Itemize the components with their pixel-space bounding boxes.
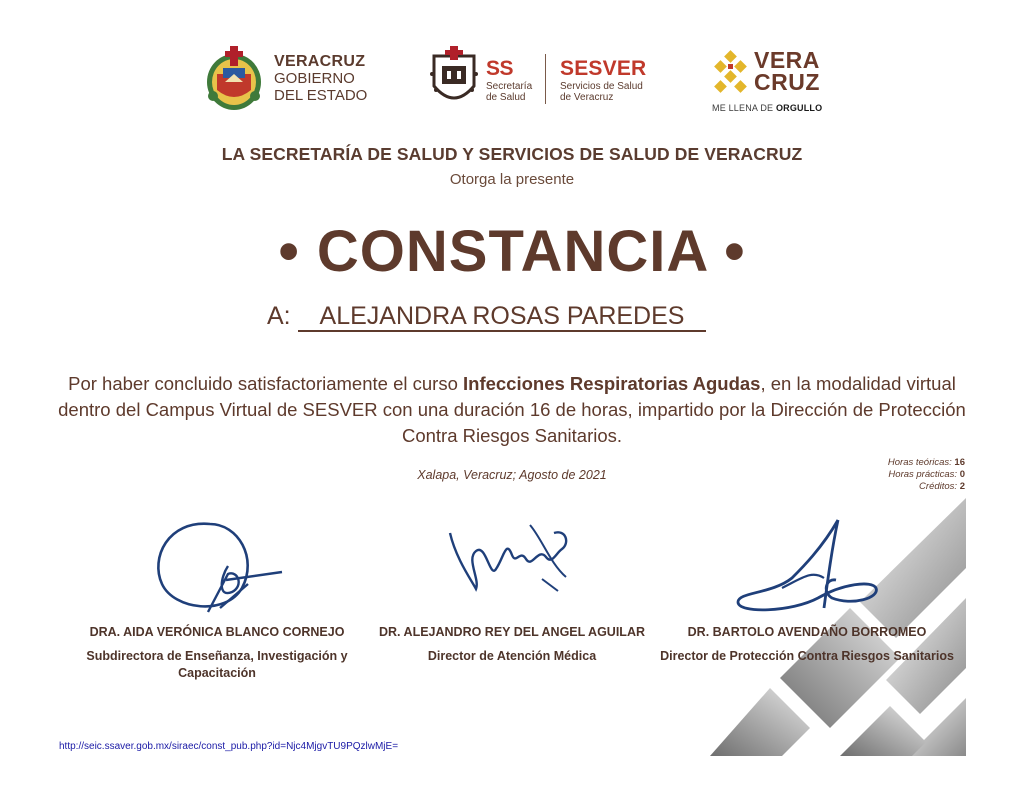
signature-3-scribble-icon [732,518,882,622]
veracruz-mosaic-icon [712,52,750,92]
signature-2-scribble-icon [446,519,576,595]
veracruz-tagline [712,103,822,113]
hours-practice [888,469,965,481]
hours-theory [888,457,965,469]
signatory-2-name: DR. ALEJANDRO REY DEL ANGEL AGUILAR [379,625,645,639]
gobierno-line2: GOBIERNO [274,70,355,87]
credits [888,481,965,493]
certificate-body [40,371,984,449]
sesver-name [560,81,643,103]
ss-abbr: SS [486,57,514,80]
tagline-prefix: ME LLENA DE [712,103,776,113]
body-text-after: , en la modalidad virtual dentro del Campus Virtual de SESVER con una duración 16 de horas, impartido por la Dirección de Protección Contra Riesgos Sanitarios. [58,373,966,446]
body-text-before: Por haber concluido satisfactoriamente el curso [68,373,463,394]
verification-link[interactable]: http://seic.ssaver.gob.mx/siraec/const_pub.php?id=Njc4MjgvTU9PQzlwMjE= [59,741,399,752]
ss-line2: de Salud [486,92,526,103]
veracruz-brand-text [754,49,820,93]
credits-value: 2 [959,481,965,492]
signatory-2-role: Director de Atención Médica [427,649,597,663]
certificate-title: • CONSTANCIA • [278,219,746,284]
gobierno-line1: VERACRUZ [274,53,366,70]
ss-name [486,81,532,103]
ss-shield-icon [428,46,480,108]
signature-1-scribble-icon [148,518,288,618]
certificate-subtitle: Otorga la presente [449,171,575,188]
logo-divider [545,54,546,104]
veracruz-brand-line2: CRUZ [754,69,820,95]
recipient-label: A: [267,302,291,330]
sesver-line1: Servicios de Salud [560,81,643,92]
veracruz-seal-icon [201,42,267,114]
hours-summary [888,457,965,493]
issuer-heading: LA SECRETARÍA DE SALUD Y SERVICIOS DE SALUD DE VERACRUZ [221,144,803,164]
sesver-line2: de Veracruz [560,92,614,103]
place-date: Xalapa, Veracruz; Agosto de 2021 [417,468,607,482]
veracruz-brand-line1: VERA [754,47,820,73]
signatory-3-name: DR. BARTOLO AVENDAÑO BORROMEO [687,625,927,639]
signatory-1-role: Subdirectora de Enseñanza, Investigación y Capacitación [86,649,348,680]
hours-practice-value: 0 [959,469,965,480]
sesver-abbr: SESVER [560,57,647,80]
tagline-bold: ORGULLO [775,103,823,113]
gobierno-logo-text [274,53,367,104]
credits-label: Créditos: [919,481,958,492]
recipient-underline [298,330,706,332]
ss-line1: Secretaría [486,81,533,92]
hours-practice-label: Horas prácticas: [888,469,958,480]
recipient-name: ALEJANDRA ROSAS PAREDES [319,302,685,330]
hours-theory-label: Horas teóricas: [887,457,952,468]
course-name: Infecciones Respiratorias Agudas [463,373,761,394]
signatory-3-role: Director de Protección Contra Riesgos Sanitarios [660,649,954,663]
signatory-1-name: DRA. AIDA VERÓNICA BLANCO CORNEJO [89,625,345,639]
hours-theory-value: 16 [954,457,965,468]
gobierno-line3: DEL ESTADO [274,87,368,104]
